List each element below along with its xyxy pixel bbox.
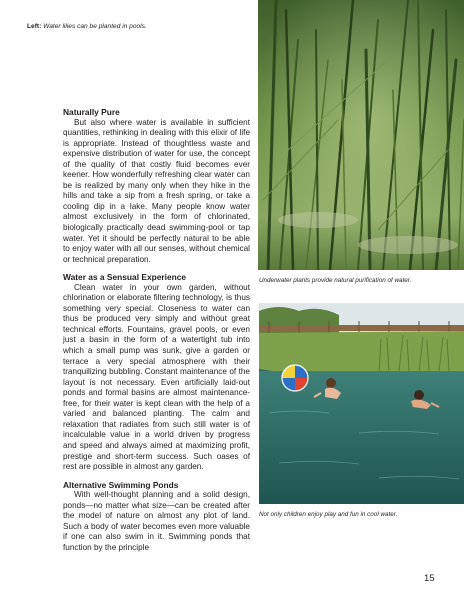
section-heading: Water as a Sensual Experience: [63, 272, 187, 283]
left-caption: [27, 23, 252, 31]
left-caption-label: Left:: [27, 23, 42, 30]
pool-photo-caption: Not only children enjoy play and fun in cool water.: [259, 511, 398, 518]
swimming-pond-photo: [259, 303, 464, 504]
section-body: With well-thought planning and a solid design, ponds—no matter what size—can be created after the model of nature on almost any plot of land. Such a body of water becomes even more valuable if one can also swim in it. Swimming ponds that function by the principle: [63, 490, 250, 552]
underwater-plants-photo: [258, 0, 464, 270]
section-heading: Alternative Swimming Ponds: [63, 479, 179, 490]
text-column: [63, 107, 250, 560]
page-number: 15: [424, 573, 435, 584]
left-caption-text: Water lilies can be planted in pools.: [43, 23, 147, 30]
section-heading: Naturally Pure: [63, 107, 120, 117]
top-photo-caption: Underwater plants provide natural purification of water.: [259, 277, 412, 284]
section-body: But also where water is available in sufficient quantities, rethinking in dealing with this elixir of life is appropriate. Instead of thoughtless waste and expensive distribution of water for use, the concept of the quality of that costly fluid becomes ever keener. How wonderfully refreshing clear water can be is realized by many only when they hike in the hills and take a sip from a fresh spring, or take a cooling dip in a lake. Many people know water almost exclusively in the form of chlorinated, biologically practically dead swimming-pool or tap water. Yet it should be perfectly natural to be able to enjoy water with all our senses, without chemical or technical preparation.: [63, 117, 250, 264]
section-body: Clean water in your own garden, without chlorination or elaborate filtering technology, is thus something very special. Closeness to water can thus be produced very simply and without great technical efforts. Fountains, gravel pools, or even just a basin in the form of a watertight tub into which a small pump was sunk, give a garden or terrace a very special atmosphere with their tranquilizing bubbling. Constant maintenance of the layout is not necessary. Even artificially laid-out ponds and formal basins are almost maintenance-free, for their water is kept clean with the help of a varied and balanced planting. The calm and relaxation that radiates from such still water is of incalculable value in a world driven by progress and speed and always aimed at maximizing profit, prestige and short-term success. Such oases of rest are possible in almost any garden.: [63, 282, 250, 472]
